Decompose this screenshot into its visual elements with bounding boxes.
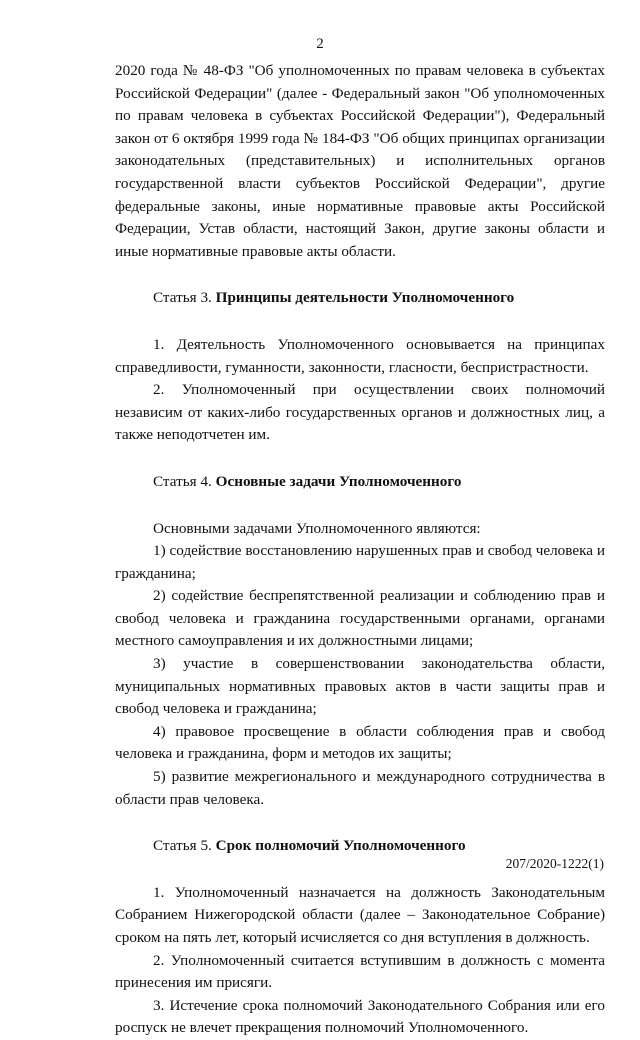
article-4-lead: Основными задачами Уполномоченного являются: — [153, 519, 481, 537]
article-5-item: 3. Истечение срока полномочий Законодательного Собрания или его роспуск не влечет прекращения полномочий Уполномоченного. — [115, 996, 605, 1037]
article-4-prefix: Статья 4. — [153, 472, 212, 490]
article-4-item: 2) содействие беспрепятственной реализации и соблюдению прав и свобод человека и гражданина государственными органами, органами местного самоуправления и их должностными лицами; — [115, 587, 605, 650]
article-4-item: 3) участие в совершенствовании законодательства области, муниципальных нормативных правовых актов в части защиты прав и свобод человека и гражданина; — [115, 655, 605, 718]
intro-paragraph: 2020 года № 48-ФЗ "Об уполномоченных по правам человека в субъектах Российской Федерации" (далее - Федеральный закон "Об уполномоченных по правам человека в субъектах Российской Федерации"), Федеральный закон от 6 октября 1999 года № 184-ФЗ "Об общих принципах организации законодательных (представительных) и исполнительных органов государственной власти субъектов Российской Федерации", другие федеральные законы, иные нормативные правовые акты Российской Федерации, Устав области, настоящий Закон, другие законы области и иные нормативные правовые акты области. — [115, 62, 605, 260]
article-3-title: Принципы деятельности Уполномоченного — [215, 289, 515, 307]
article-4-item: 1) содействие восстановлению нарушенных прав и свобод человека и гражданина; — [115, 542, 605, 582]
article-3-prefix: Статья 3. — [153, 289, 212, 307]
page-number: 2 — [316, 36, 324, 52]
article-4-heading — [115, 471, 605, 494]
article-4-item: 4) правовое просвещение в области соблюдения прав и свобод человека и гражданина, форм и методов их защиты; — [115, 722, 605, 763]
article-5-item: 2. Уполномоченный считается вступившим в должность с момента принесения им присяги. — [115, 951, 605, 992]
document-code: 207/2020-1222(1) — [505, 856, 604, 871]
article-5-heading — [115, 835, 605, 858]
document-body — [115, 60, 605, 1040]
article-5-title: Срок полномочий Уполномоченного — [215, 837, 466, 855]
article-3-item: 2. Уполномоченный при осуществлении своих полномочий независим от каких-либо государственных органов и должностных лиц, а также неподотчетен им. — [115, 381, 605, 444]
article-4-title: Основные задачи Уполномоченного — [215, 472, 462, 490]
article-5-item: 1. Уполномоченный назначается на должность Законодательным Собранием Нижегородской области (далее – Законодательное Собрание) сроком на пять лет, который исчисляется со дня вступления в должность. — [115, 883, 605, 946]
article-5-prefix: Статья 5. — [153, 837, 212, 855]
article-3-heading — [115, 287, 605, 310]
article-4-item: 5) развитие межрегионального и международного сотрудничества в области прав человека. — [115, 768, 605, 808]
article-3-item: 1. Деятельность Уполномоченного основывается на принципах справедливости, гуманности, законности, гласности, беспристрастности. — [115, 335, 605, 376]
